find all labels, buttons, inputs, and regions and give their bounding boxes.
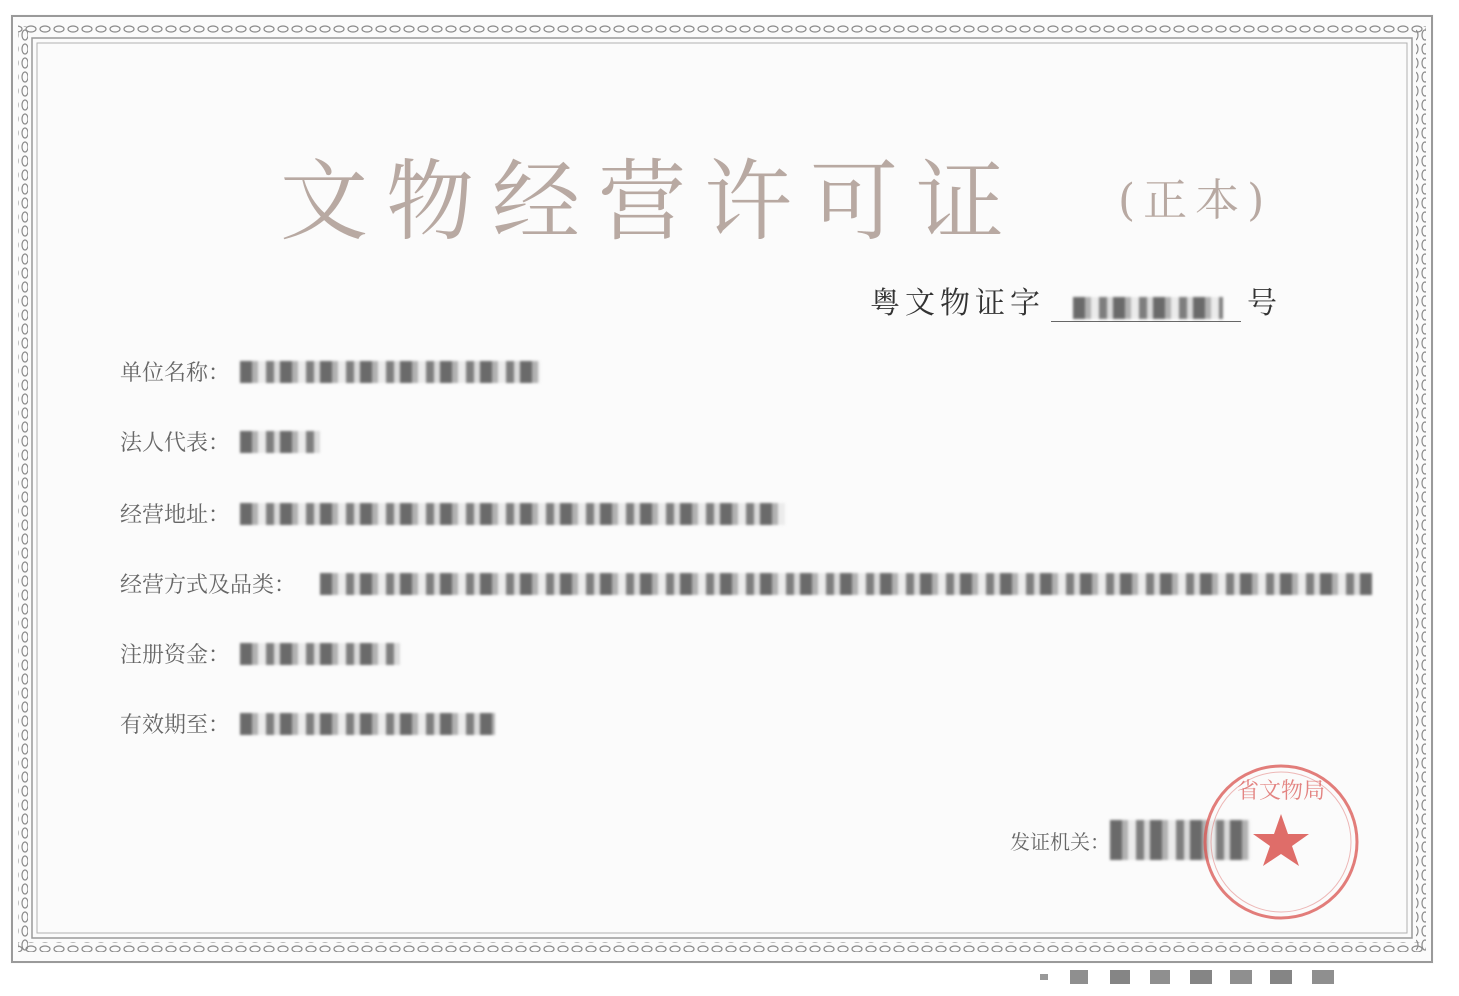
redacted-value bbox=[240, 361, 540, 383]
redacted-value bbox=[240, 643, 400, 665]
certificate-subtitle: (正本) bbox=[1118, 175, 1273, 226]
field-label: 法人代表： bbox=[120, 431, 231, 456]
field-label: 经营方式及品类： bbox=[120, 573, 297, 598]
redacted-value bbox=[240, 431, 320, 453]
certificate-number bbox=[870, 278, 1282, 322]
certificate-number-suffix: 号 bbox=[1247, 286, 1282, 321]
official-seal-icon bbox=[1196, 762, 1366, 922]
certificate bbox=[10, 14, 1434, 964]
field-label: 经营地址： bbox=[120, 503, 231, 528]
field-label: 单位名称： bbox=[120, 361, 231, 386]
redacted-value bbox=[320, 573, 1372, 595]
certificate-title: 文物经营许可证 bbox=[280, 150, 1023, 253]
field-label: 有效期至： bbox=[120, 713, 231, 738]
field-label: 注册资金： bbox=[120, 643, 231, 668]
seal-text: 省文物局 bbox=[1236, 779, 1326, 804]
printer-mark bbox=[1040, 966, 1360, 988]
field-business-scope bbox=[120, 568, 1372, 599]
certificate-number-prefix: 粤文物证字 bbox=[870, 286, 1045, 321]
certificate-number-redacted bbox=[1051, 287, 1241, 322]
issuer-label: 发证机关： bbox=[1010, 829, 1110, 854]
field-business-address bbox=[120, 498, 785, 529]
field-legal-representative bbox=[120, 426, 320, 457]
field-unit-name bbox=[120, 356, 540, 387]
field-registered-capital bbox=[120, 638, 400, 669]
field-valid-until bbox=[120, 708, 495, 739]
redacted-value bbox=[240, 713, 495, 735]
redacted-value bbox=[240, 503, 785, 525]
